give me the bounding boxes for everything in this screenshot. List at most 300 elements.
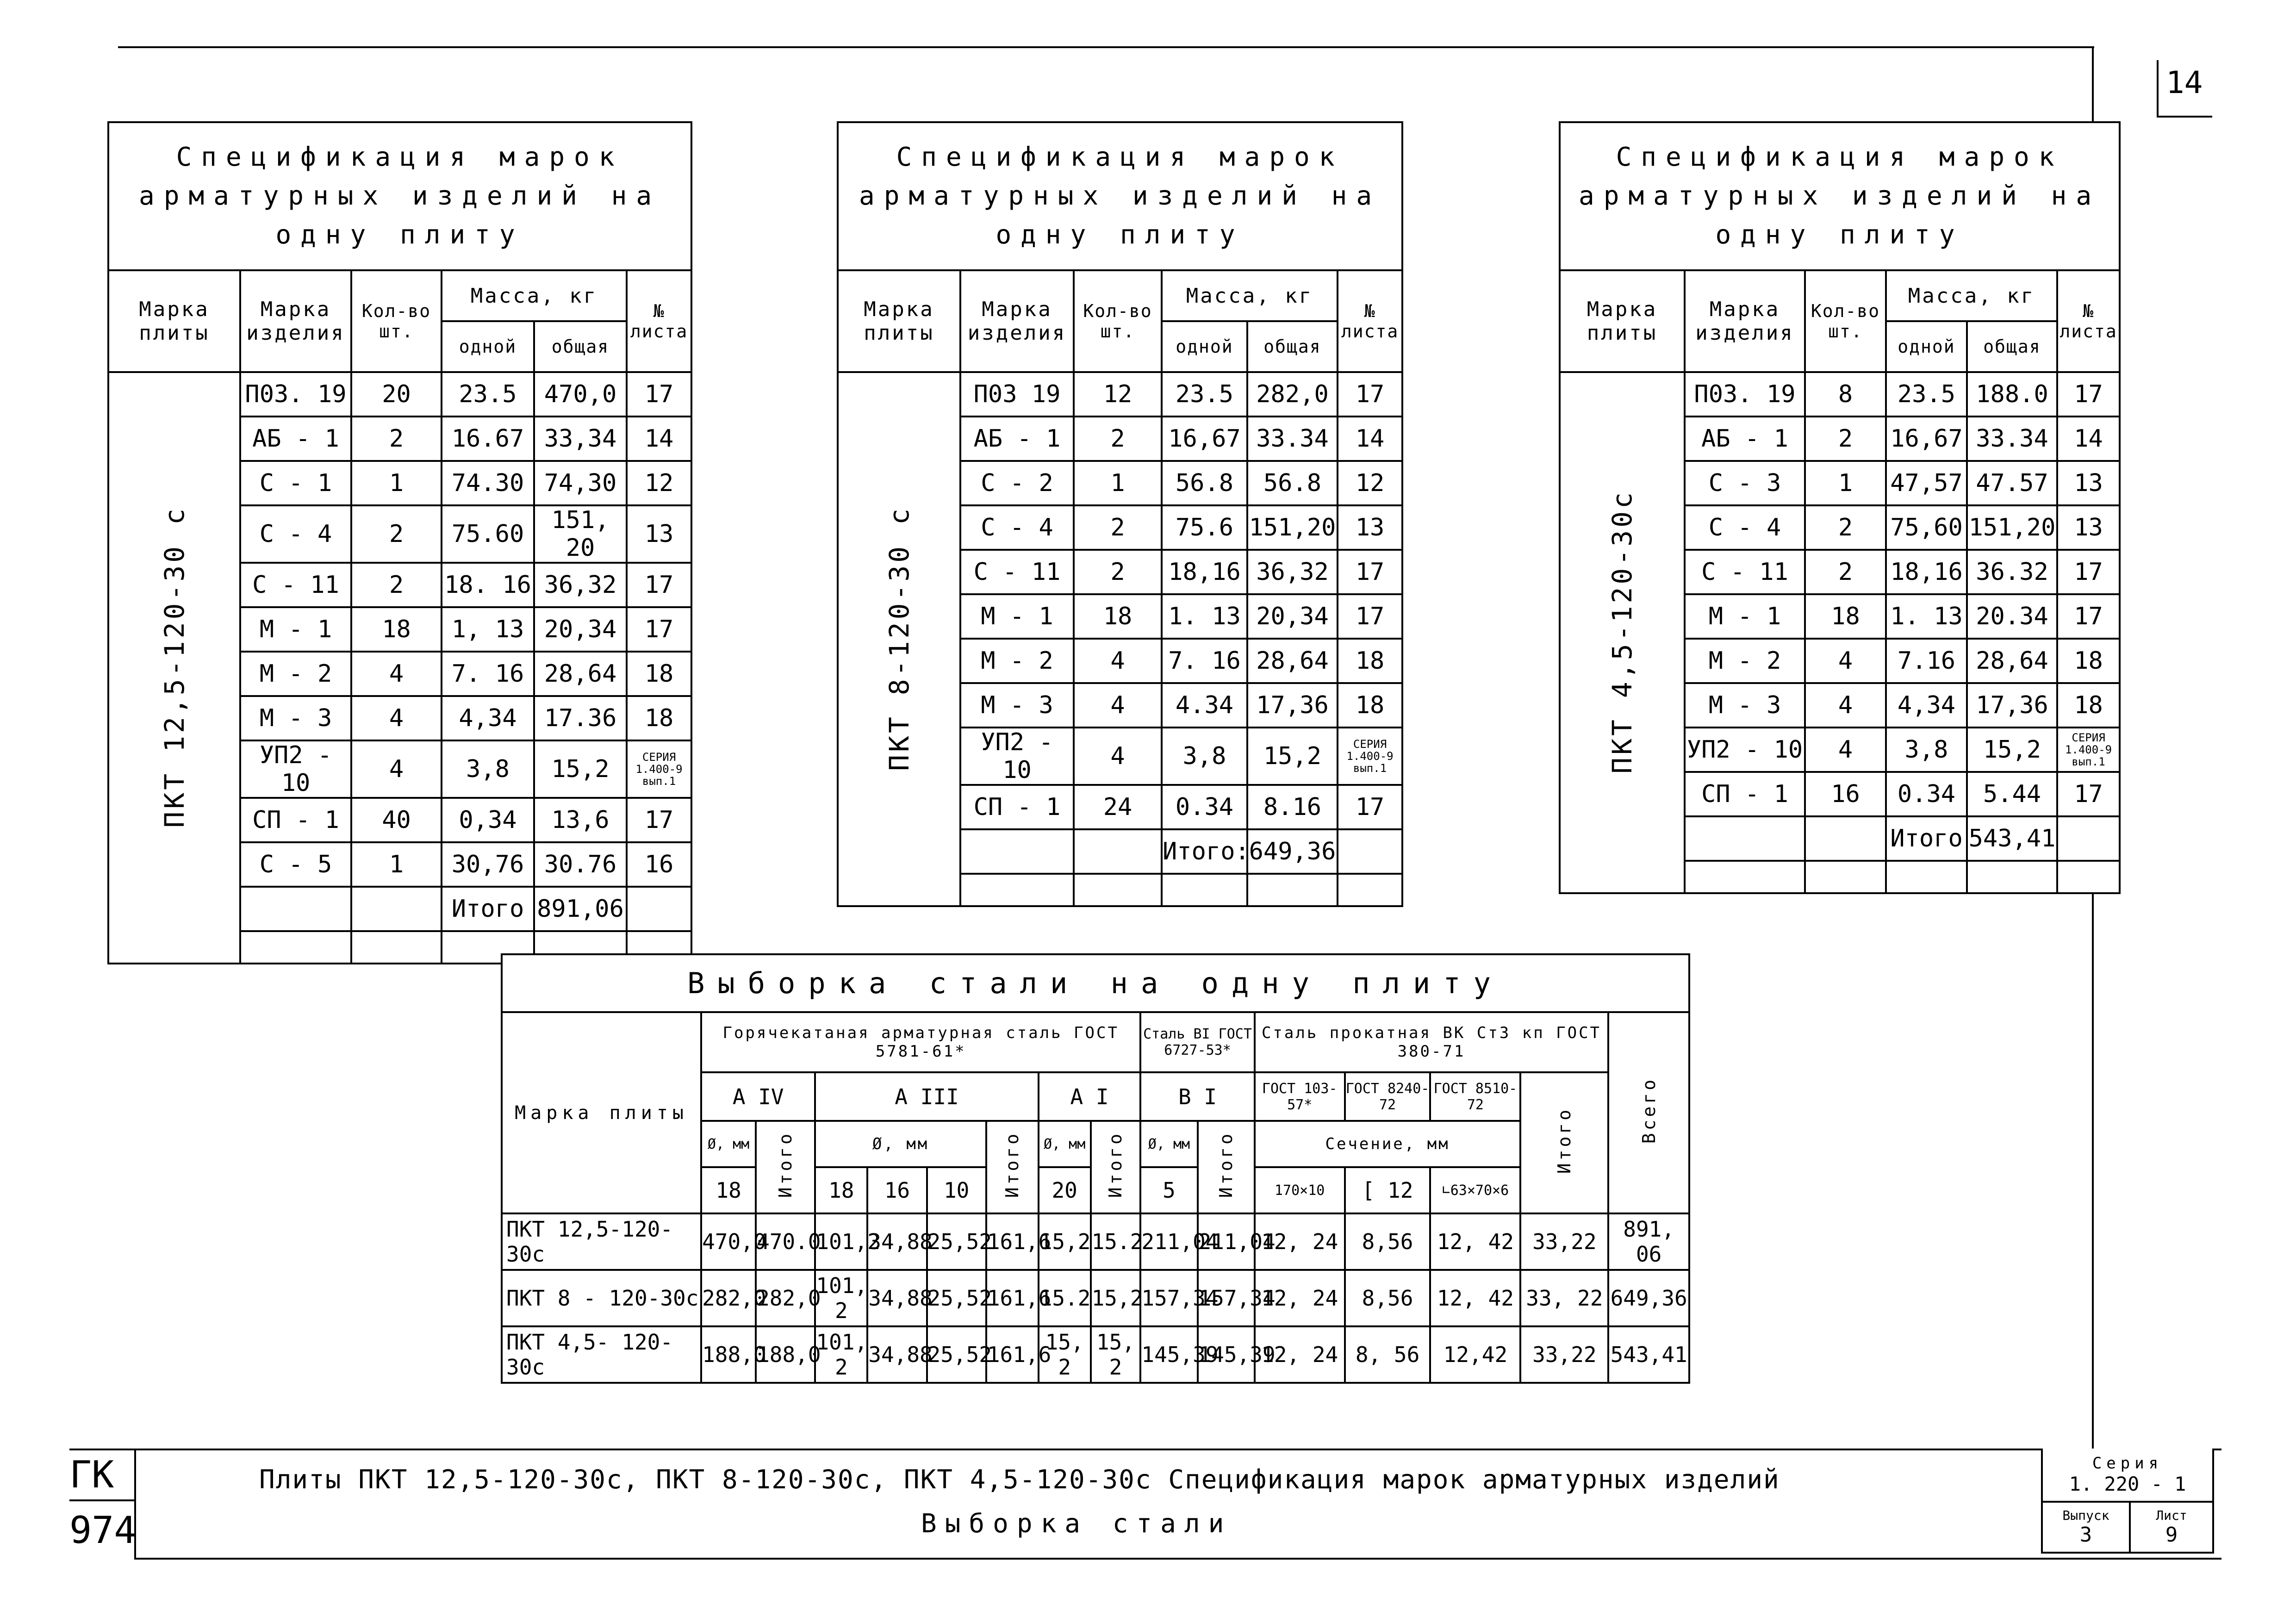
- item-mass-one: 7. 16: [1162, 639, 1247, 683]
- total-header: [1608, 1012, 1689, 1213]
- item-sheet: 12: [1338, 461, 1402, 505]
- item-mark: С - 1: [240, 461, 351, 505]
- top-border-line: [118, 46, 2094, 48]
- item-mark: М - 3: [960, 683, 1074, 728]
- item-qty: 1: [1805, 461, 1886, 505]
- steel-selection-table: [501, 953, 1690, 1384]
- total-header-label: Всего: [1638, 1076, 1659, 1144]
- item-mass-total: 36,32: [1247, 550, 1338, 594]
- selection-value: 34,88: [867, 1326, 927, 1383]
- item-sheet: 17: [2057, 550, 2120, 594]
- item-mark: М - 2: [240, 652, 351, 696]
- item-mass-total: 74,30: [534, 461, 627, 505]
- item-mass-one: 1. 13: [1162, 594, 1247, 639]
- total-label: Итого:: [1162, 829, 1247, 874]
- selection-value: 15.2: [1039, 1270, 1091, 1326]
- diam-value: 5: [1140, 1167, 1197, 1213]
- selection-value: 8, 56: [1345, 1326, 1431, 1383]
- header-mark-plate: Марка плиты: [838, 270, 960, 372]
- selection-value: 12,42: [1430, 1326, 1520, 1383]
- item-qty: 2: [351, 563, 442, 607]
- selection-value: 470,0: [701, 1213, 756, 1270]
- item-sheet: 17: [1338, 372, 1402, 417]
- item-mark: М - 2: [960, 639, 1074, 683]
- item-qty: 2: [1074, 550, 1162, 594]
- item-mass-one: 7.16: [1886, 639, 1967, 683]
- item-sheet: 18: [627, 652, 691, 696]
- item-mass-total: 13,6: [534, 798, 627, 842]
- diam-value: 18: [701, 1167, 756, 1213]
- item-mark: АБ - 1: [1685, 417, 1805, 461]
- item-mass-one: 56.8: [1162, 461, 1247, 505]
- sheet-value: 9: [2165, 1523, 2178, 1547]
- item-mass-total: 151,20: [1247, 505, 1338, 550]
- item-mass-total: 282,0: [1247, 372, 1338, 417]
- a4-itogo-label: Итого: [775, 1131, 796, 1198]
- item-mark: М - 3: [1685, 683, 1805, 728]
- selection-value: 188,0: [756, 1326, 815, 1383]
- item-qty: 2: [1805, 417, 1886, 461]
- empty-cell: [1805, 816, 1886, 861]
- selection-value: 282,0: [756, 1270, 815, 1326]
- item-mass-one: 7. 16: [442, 652, 534, 696]
- spec-body: [838, 372, 1402, 906]
- item-mark: СП - 1: [1685, 772, 1805, 816]
- item-qty: 2: [351, 505, 442, 563]
- selection-value: 211,04: [1198, 1213, 1255, 1270]
- header-mass-total: общая: [534, 321, 627, 372]
- item-mass-one: 0,34: [442, 798, 534, 842]
- selection-value: 12, 24: [1255, 1326, 1345, 1383]
- item-mass-total: 20.34: [1967, 594, 2057, 639]
- item-mass-total: 28,64: [534, 652, 627, 696]
- item-mass-one: 4.34: [1162, 683, 1247, 728]
- header-sheet-no: № листа: [1338, 270, 1402, 372]
- item-mass-total: 33.34: [1967, 417, 2057, 461]
- item-mass-one: 0.34: [1886, 772, 1967, 816]
- gost-8510: ГОСТ 8510-72: [1430, 1072, 1520, 1121]
- item-mass-one: 18,16: [1162, 550, 1247, 594]
- header-mass-total: общая: [1967, 321, 2057, 372]
- empty-cell: [1074, 829, 1162, 874]
- empty-cell: [1247, 874, 1338, 906]
- item-mass-one: 23.5: [442, 372, 534, 417]
- gost-8240: ГОСТ 8240-72: [1345, 1072, 1431, 1121]
- selection-value: 15, 2: [1039, 1326, 1091, 1383]
- item-qty: 18: [1805, 594, 1886, 639]
- item-mass-total: 17,36: [1247, 683, 1338, 728]
- header-mass: Масса, кг: [1162, 270, 1338, 321]
- b1-itogo: [1198, 1121, 1255, 1213]
- empty-cell: [627, 887, 691, 931]
- item-mass-total: 20,34: [534, 607, 627, 652]
- a3-diam: Ø, мм: [815, 1121, 986, 1167]
- selection-value: 543,41: [1608, 1326, 1689, 1383]
- hot-rolled-header: Горячекатаная арматурная сталь ГОСТ 5781-61*: [701, 1012, 1140, 1072]
- selection-value: 161,6: [986, 1213, 1039, 1270]
- rolled-itogo-label: Итого: [1554, 1107, 1575, 1174]
- item-sheet: 17: [1338, 550, 1402, 594]
- selection-value: 157,34: [1198, 1270, 1255, 1326]
- item-mass-one: 16,67: [1886, 417, 1967, 461]
- selection-value: 161,6: [986, 1326, 1039, 1383]
- item-sheet: 18: [1338, 639, 1402, 683]
- item-mark: С - 11: [960, 550, 1074, 594]
- item-sheet: 14: [2057, 417, 2120, 461]
- selection-value: 15, 2: [1091, 1326, 1141, 1383]
- sheet-box-bottom: [2157, 116, 2212, 118]
- item-mass-total: 36.32: [1967, 550, 2057, 594]
- header-qty: Кол-во шт.: [1805, 270, 1886, 372]
- item-mark: П03. 19: [1685, 372, 1805, 417]
- item-mass-total: 33,34: [534, 417, 627, 461]
- item-qty: 20: [351, 372, 442, 417]
- diam-value: 16: [867, 1167, 927, 1213]
- selection-value: 188,0: [701, 1326, 756, 1383]
- header-mark-plate: Марка плиты: [108, 270, 240, 372]
- selection-mark-plate: Марка плиты: [502, 1012, 701, 1213]
- item-mark: М - 1: [960, 594, 1074, 639]
- b1-diam: Ø, мм: [1140, 1121, 1197, 1167]
- item-mark: УП2 - 10: [960, 728, 1074, 785]
- item-mass-total: 20,34: [1247, 594, 1338, 639]
- item-qty: 18: [1074, 594, 1162, 639]
- total-value: 649,36: [1247, 829, 1338, 874]
- item-mark: С - 4: [1685, 505, 1805, 550]
- item-sheet: 17: [627, 798, 691, 842]
- header-mark-item: Марка изделия: [960, 270, 1074, 372]
- item-mark: С - 11: [240, 563, 351, 607]
- selection-value: 33,22: [1520, 1213, 1608, 1270]
- item-sheet: 17: [1338, 594, 1402, 639]
- item-mass-total: 5.44: [1967, 772, 2057, 816]
- item-mass-one: 75.6: [1162, 505, 1247, 550]
- total-label: Итого: [442, 887, 534, 931]
- item-mass-one: 3,8: [1886, 728, 1967, 772]
- selection-value: 145,39: [1140, 1326, 1197, 1383]
- item-mark: СП - 1: [240, 798, 351, 842]
- item-qty: 4: [351, 652, 442, 696]
- empty-cell: [2057, 861, 2120, 893]
- section-header: Сечение, мм: [1255, 1121, 1521, 1167]
- item-sheet: 12: [627, 461, 691, 505]
- selection-value: 161,6: [986, 1270, 1039, 1326]
- item-mass-total: 28,64: [1247, 639, 1338, 683]
- item-mark: С - 5: [240, 842, 351, 887]
- spec-table-2: [837, 121, 1403, 907]
- item-sheet: 17: [627, 372, 691, 417]
- header-mass-one: одной: [1162, 321, 1247, 372]
- selection-value: 470.0: [756, 1213, 815, 1270]
- item-mass-one: 16.67: [442, 417, 534, 461]
- item-qty: 4: [1074, 728, 1162, 785]
- sheet-label: Лист: [2156, 1508, 2187, 1523]
- item-sheet: 17: [1338, 785, 1402, 829]
- item-sheet: СЕРИЯ 1.400-9 вып.1: [2057, 728, 2120, 772]
- plate-mark-label: ПКТ 4,5-120-30с: [1606, 490, 1638, 774]
- header-mass-total: общая: [1247, 321, 1338, 372]
- item-qty: 4: [1805, 728, 1886, 772]
- item-mass-one: 23.5: [1162, 372, 1247, 417]
- section-value: 170×10: [1255, 1167, 1345, 1213]
- item-mass-total: 8.16: [1247, 785, 1338, 829]
- item-mass-total: 33.34: [1247, 417, 1338, 461]
- item-sheet: 14: [627, 417, 691, 461]
- item-mass-one: 30,76: [442, 842, 534, 887]
- a1-itogo-label: Итого: [1105, 1131, 1126, 1198]
- empty-cell: [240, 931, 351, 964]
- class-a1: А I: [1039, 1072, 1141, 1121]
- item-sheet: 18: [2057, 639, 2120, 683]
- header-qty: Кол-во шт.: [1074, 270, 1162, 372]
- item-mass-one: 0.34: [1162, 785, 1247, 829]
- item-qty: 16: [1805, 772, 1886, 816]
- item-mass-total: 15,2: [1967, 728, 2057, 772]
- empty-cell: [1805, 861, 1886, 893]
- item-qty: 8: [1805, 372, 1886, 417]
- stamp-left-top: ГК: [69, 1453, 114, 1496]
- section-value: ∟63×70×6: [1430, 1167, 1520, 1213]
- plate-mark: [108, 372, 240, 964]
- spec-table-3: [1559, 121, 2121, 894]
- item-mass-total: 30.76: [534, 842, 627, 887]
- item-mass-one: 18. 16: [442, 563, 534, 607]
- total-value: 543,41: [1967, 816, 2057, 861]
- item-mass-one: 74.30: [442, 461, 534, 505]
- a3-itogo-label: Итого: [1002, 1131, 1023, 1198]
- item-qty: 1: [351, 461, 442, 505]
- selection-value: 15.2: [1091, 1213, 1141, 1270]
- item-mass-total: 17,36: [1967, 683, 2057, 728]
- total-value: 891,06: [534, 887, 627, 931]
- header-mark-item: Марка изделия: [240, 270, 351, 372]
- spec-body: [1560, 372, 2120, 893]
- item-sheet: 17: [627, 563, 691, 607]
- item-mass-total: 47.57: [1967, 461, 2057, 505]
- item-mass-one: 4,34: [442, 696, 534, 740]
- item-sheet: 17: [627, 607, 691, 652]
- item-mass-total: 17.36: [534, 696, 627, 740]
- stamp-series-block: [2041, 1449, 2214, 1554]
- plate-mark: [1560, 372, 1685, 893]
- spec-title: Спецификация марок арматурных изделий на одну плиту: [108, 122, 691, 270]
- empty-cell: [960, 829, 1074, 874]
- header-sheet-no: № листа: [2057, 270, 2120, 372]
- selection-value: 34,88: [867, 1213, 927, 1270]
- section-value: [ 12: [1345, 1167, 1431, 1213]
- plate-mark: [838, 372, 960, 906]
- a4-itogo: [756, 1121, 815, 1213]
- selection-value: 157,34: [1140, 1270, 1197, 1326]
- item-sheet: 14: [1338, 417, 1402, 461]
- item-qty: 4: [351, 740, 442, 798]
- selection-value: 101, 2: [815, 1270, 867, 1326]
- issue-value: 3: [2079, 1523, 2092, 1547]
- item-mark: С - 4: [240, 505, 351, 563]
- header-mass-one: одной: [442, 321, 534, 372]
- series-value: 1. 220 - 1: [2069, 1473, 2186, 1495]
- item-mass-total: 151,20: [1967, 505, 2057, 550]
- spec-table-1: [107, 121, 692, 964]
- spec-body: [108, 372, 691, 964]
- item-qty: 40: [351, 798, 442, 842]
- item-qty: 2: [1074, 505, 1162, 550]
- selection-value: 891, 06: [1608, 1213, 1689, 1270]
- selection-value: 33,22: [1520, 1326, 1608, 1383]
- stamp-top-line: [69, 1449, 2221, 1450]
- b1-itogo-label: Итого: [1216, 1131, 1237, 1198]
- item-mass-one: 23.5: [1886, 372, 1967, 417]
- item-mark: С - 11: [1685, 550, 1805, 594]
- selection-value: 12, 42: [1430, 1270, 1520, 1326]
- item-mass-one: 4,34: [1886, 683, 1967, 728]
- issue-label: Выпуск: [2062, 1508, 2109, 1523]
- a4-diam: Ø, мм: [701, 1121, 756, 1167]
- selection-value: 25,52: [927, 1213, 986, 1270]
- item-mass-total: 188.0: [1967, 372, 2057, 417]
- item-mass-one: 18,16: [1886, 550, 1967, 594]
- item-mass-one: 75,60: [1886, 505, 1967, 550]
- spec-title: Спецификация марок арматурных изделий на одну плиту: [838, 122, 1402, 270]
- selection-plate: ПКТ 12,5-120-30с: [502, 1213, 701, 1270]
- item-mass-total: 56.8: [1247, 461, 1338, 505]
- item-sheet: 13: [1338, 505, 1402, 550]
- empty-cell: [1338, 874, 1402, 906]
- item-sheet: 17: [2057, 594, 2120, 639]
- item-qty: 2: [1805, 550, 1886, 594]
- item-sheet: 16: [627, 842, 691, 887]
- item-mark: СП - 1: [960, 785, 1074, 829]
- empty-cell: [1685, 861, 1805, 893]
- item-qty: 4: [1805, 639, 1886, 683]
- header-mark-item: Марка изделия: [1685, 270, 1805, 372]
- item-qty: 2: [1074, 417, 1162, 461]
- item-sheet: 18: [627, 696, 691, 740]
- selection-value: 8,56: [1345, 1213, 1431, 1270]
- item-mark: УП2 - 10: [240, 740, 351, 798]
- item-qty: 4: [1805, 683, 1886, 728]
- header-mass: Масса, кг: [1886, 270, 2057, 321]
- item-mass-total: 470,0: [534, 372, 627, 417]
- stamp-title-line1: Плиты ПКТ 12,5-120-30с, ПКТ 8-120-30с, ПКТ 4,5-120-30с Спецификация марок арматурных изделий: [259, 1465, 1780, 1495]
- selection-value: 15,2: [1039, 1213, 1091, 1270]
- empty-cell: [1886, 861, 1967, 893]
- item-qty: 4: [1074, 683, 1162, 728]
- item-mass-total: 15,2: [1247, 728, 1338, 785]
- selection-value: 34,88: [867, 1270, 927, 1326]
- item-mark: П03 19: [960, 372, 1074, 417]
- selection-title: Выборка стали на одну плиту: [502, 954, 1689, 1012]
- a1-diam: Ø, мм: [1039, 1121, 1091, 1167]
- empty-cell: [1338, 829, 1402, 874]
- selection-value: 33, 22: [1520, 1270, 1608, 1326]
- empty-cell: [960, 874, 1074, 906]
- item-mark: М - 2: [1685, 639, 1805, 683]
- item-mark: С - 4: [960, 505, 1074, 550]
- empty-cell: [1074, 874, 1162, 906]
- item-mark: М - 1: [1685, 594, 1805, 639]
- gost-103: ГОСТ 103-57*: [1255, 1072, 1345, 1121]
- item-qty: 2: [351, 417, 442, 461]
- item-mark: П03. 19: [240, 372, 351, 417]
- selection-value: 8,56: [1345, 1270, 1431, 1326]
- empty-cell: [1162, 874, 1247, 906]
- selection-value: 25,52: [927, 1326, 986, 1383]
- item-qty: 24: [1074, 785, 1162, 829]
- selection-plate: ПКТ 4,5- 120- 30с: [502, 1326, 701, 1383]
- item-mass-one: 75.60: [442, 505, 534, 563]
- item-qty: 4: [1074, 639, 1162, 683]
- item-mass-total: 15,2: [534, 740, 627, 798]
- item-sheet: 17: [2057, 772, 2120, 816]
- empty-cell: [351, 931, 442, 964]
- item-mass-one: 16,67: [1162, 417, 1247, 461]
- header-mark-plate: Марка плиты: [1560, 270, 1685, 372]
- sheet-box-left: [2157, 60, 2159, 116]
- item-mass-one: 1, 13: [442, 607, 534, 652]
- item-qty: 4: [351, 696, 442, 740]
- a3-itogo: [986, 1121, 1039, 1213]
- item-qty: 18: [351, 607, 442, 652]
- item-sheet: 13: [627, 505, 691, 563]
- item-mass-total: 28,64: [1967, 639, 2057, 683]
- selection-value: 211,04: [1140, 1213, 1197, 1270]
- stamp-left-hline: [69, 1499, 134, 1501]
- item-mark: М - 1: [240, 607, 351, 652]
- class-a3: А III: [815, 1072, 1038, 1121]
- item-mass-one: 3,8: [1162, 728, 1247, 785]
- plate-mark-label: ПКТ 12,5-120-30 с: [158, 506, 190, 828]
- item-sheet: 18: [1338, 683, 1402, 728]
- item-mass-one: 3,8: [442, 740, 534, 798]
- spec-title: Спецификация марок арматурных изделий на одну плиту: [1560, 122, 2120, 270]
- selection-value: 101,2: [815, 1213, 867, 1270]
- steel-bi-header: Сталь BI ГОСТ 6727-53*: [1140, 1012, 1254, 1072]
- selection-value: 15,2: [1091, 1270, 1141, 1326]
- header-mass: Масса, кг: [442, 270, 627, 321]
- item-sheet: СЕРИЯ 1.400-9 вып.1: [627, 740, 691, 798]
- rolled-steel-header: Сталь прокатная ВК Ст3 кп ГОСТ 380-71: [1255, 1012, 1609, 1072]
- stamp-left-bottom: 974: [69, 1509, 137, 1552]
- selection-body: [502, 1213, 1689, 1383]
- item-mass-total: 36,32: [534, 563, 627, 607]
- item-mark: АБ - 1: [960, 417, 1074, 461]
- item-mark: С - 2: [960, 461, 1074, 505]
- selection-value: 12, 24: [1255, 1213, 1345, 1270]
- item-mass-one: 1. 13: [1886, 594, 1967, 639]
- rolled-itogo: [1520, 1072, 1608, 1213]
- sheet-number: 14: [2166, 65, 2203, 100]
- selection-value: 145,39: [1198, 1326, 1255, 1383]
- item-sheet: 18: [2057, 683, 2120, 728]
- stamp-bottom-line: [134, 1558, 2221, 1560]
- item-mark: УП2 - 10: [1685, 728, 1805, 772]
- item-mark: М - 3: [240, 696, 351, 740]
- item-sheet: 17: [2057, 372, 2120, 417]
- item-qty: 12: [1074, 372, 1162, 417]
- selection-value: 25,52: [927, 1270, 986, 1326]
- diam-value: 10: [927, 1167, 986, 1213]
- header-sheet-no: № листа: [627, 270, 691, 372]
- series-label: Серия: [2092, 1454, 2163, 1473]
- item-qty: 1: [1074, 461, 1162, 505]
- selection-value: 12, 24: [1255, 1270, 1345, 1326]
- total-label: Итого: [1886, 816, 1967, 861]
- item-mass-total: 151, 20: [534, 505, 627, 563]
- selection-value: 12, 42: [1430, 1213, 1520, 1270]
- diam-value: 20: [1039, 1167, 1091, 1213]
- item-sheet: 13: [2057, 505, 2120, 550]
